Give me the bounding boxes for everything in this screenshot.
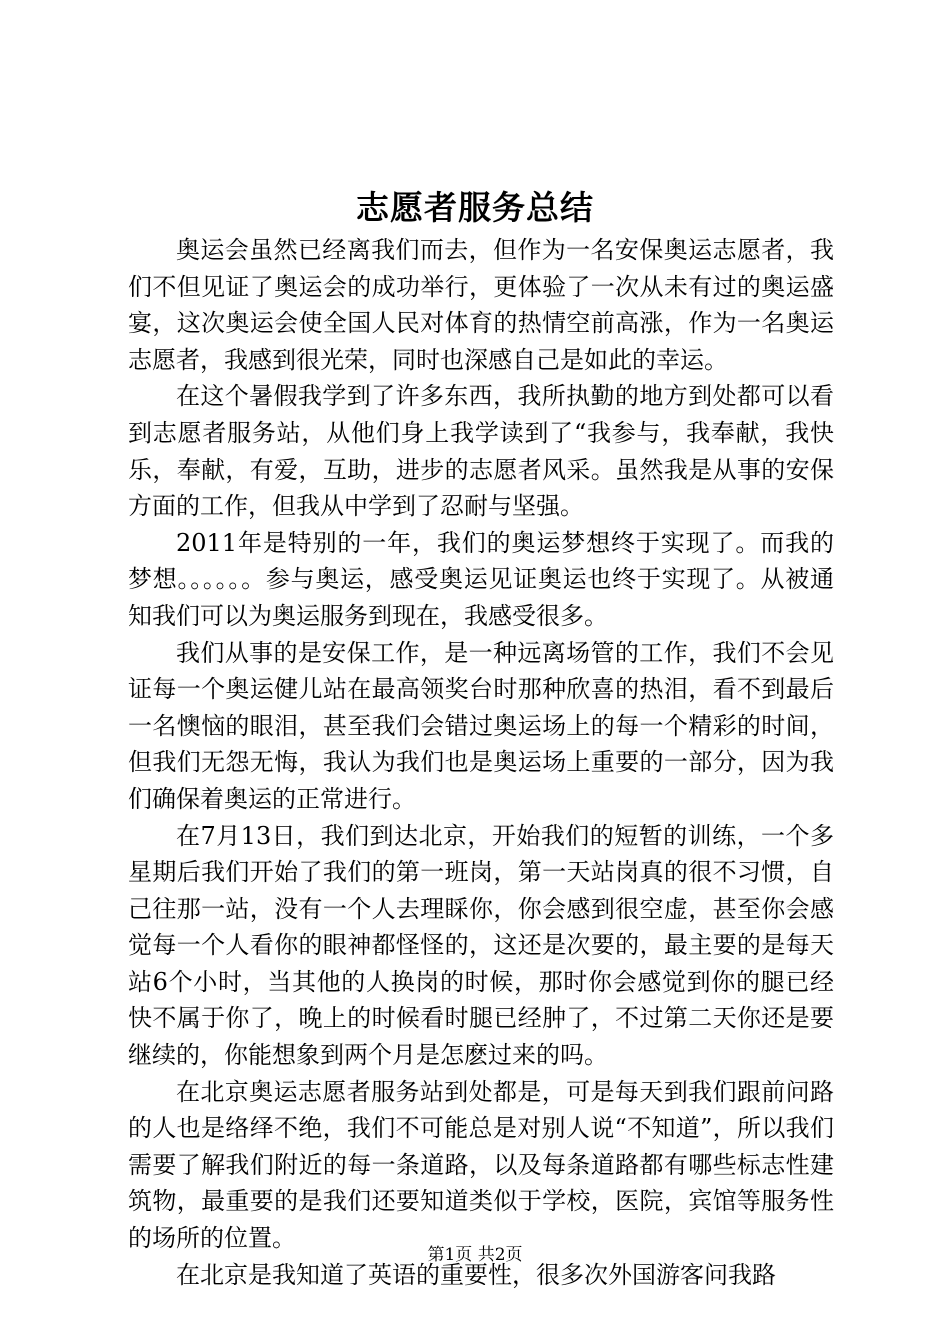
paragraph-3: 2011年是特别的一年，我们的奥运梦想终于实现了。而我的梦想。。。。。。参与奥运，感受奥运见证奥运也终于实现了。从被通知我们可以为奥运服务到现在，我感受很多。 — [128, 528, 834, 630]
paragraph-4: 我们从事的是安保工作，是一种远离场管的工作，我们不会见证每一个奥运健儿站在最高领奖台时那种欣喜的热泪，看不到最后一名懊恼的眼泪，甚至我们会错过奥运场上的每一个精彩的时间，但我们无怨无悔，我认为我们也是奥运场上重要的一部分，因为我们确保着奥运的正常进行。 — [128, 638, 834, 813]
paragraph-7: 在北京是我知道了英语的重要性，很多次外国游客问我路 — [176, 1260, 776, 1289]
document-body — [128, 232, 834, 1293]
paragraph-2: 在这个暑假我学到了许多东西，我所执勤的地方到处都可以看到志愿者服务站，从他们身上我学读到了“我参与，我奉献，我快乐，奉献，有爱，互助，进步的志愿者风采。虽然我是从事的安保方面的工作，但我从中学到了忍耐与坚强。 — [128, 382, 834, 521]
paragraph-6: 在北京奥运志愿者服务站到处都是，可是每天到我们跟前问路的人也是络绎不绝，我们不可能总是对别人说“不知道”，所以我们需要了解我们附近的每一条道路，以及每条道路都有哪些标志性建筑物，最重要的是我们还要知道类似于学校，医院，宾馆等服务性的场所的位置。 — [128, 1077, 834, 1253]
page-number-footer: 第1页 共2页 — [427, 1245, 523, 1265]
document-title: 志愿者服务总结 — [356, 188, 594, 227]
paragraph-1: 奥运会虽然已经离我们而去，但作为一名安保奥运志愿者，我们不但见证了奥运会的成功举行，更体验了一次从未有过的奥运盛宴，这次奥运会使全国人民对体育的热情空前高涨，作为一名奥运志愿者，我感到很光荣，同时也深感自己是如此的幸运。 — [128, 236, 834, 374]
paragraph-5: 在7月13日，我们到达北京，开始我们的短暂的训练，一个多星期后我们开始了我们的第一班岗，第一天站岗真的很不习惯，自己往那一站，没有一个人去理睬你，你会感到很空虚，甚至你会感觉每一个人看你的眼神都怪怪的，这还是次要的，最主要的是每天站6个小时，当其他的人换岗的时候，那时你会感觉到你的腿已经快不属于你了，晚上的时候看时腿已经肿了，不过第二天你还是要继续的，你能想象到两个月是怎麽过来的吗。 — [128, 821, 834, 1070]
